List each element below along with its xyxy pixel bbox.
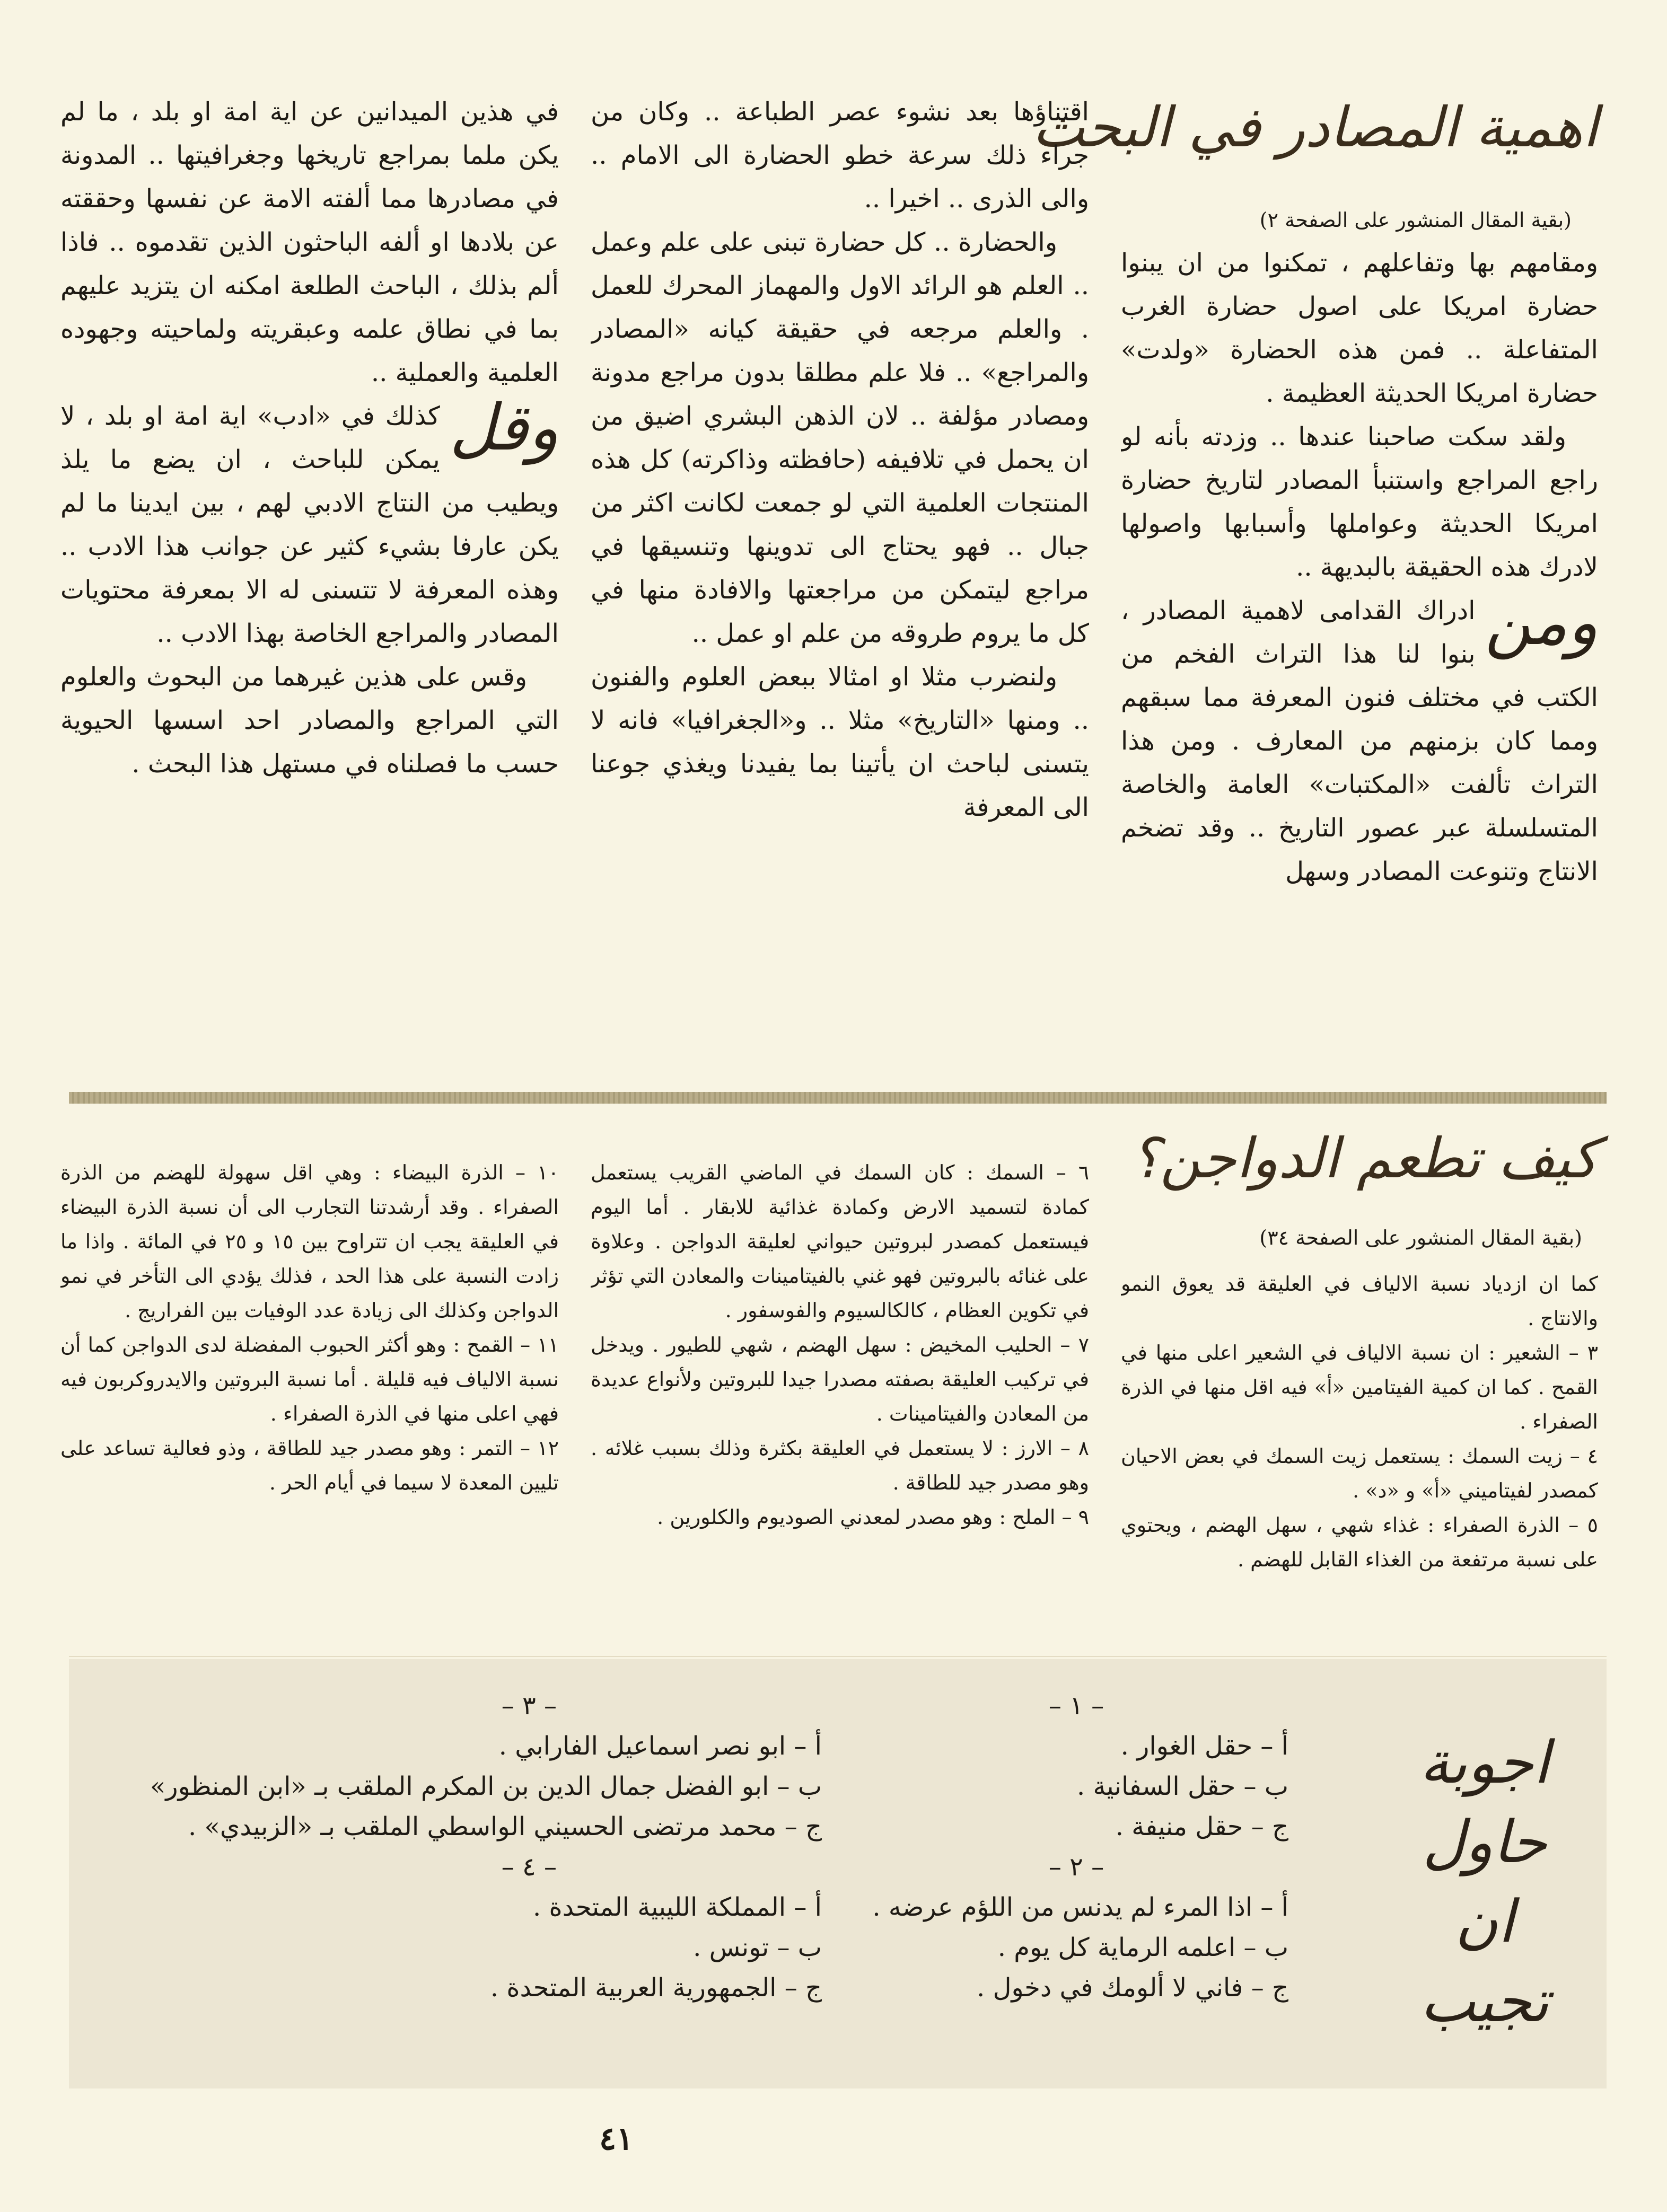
answer-item: ج – محمد مرتضى الحسيني الواسطي الملقب بـ «الزبيدي» . (188, 1812, 822, 1841)
article1-column-1 (1121, 241, 1598, 1068)
article1-subtitle: (بقية المقال المنشور على الصفحة ٢) (1259, 208, 1572, 232)
article1-col3-para1: في هذين الميدانين عن اية امة او بلد ، ما لم يكن ملما بمراجع تاريخها وجغرافيتها .. المدونة في مصادرها مما ألفته الامة عن نفسها وحققته عن بلادها او ألفه الباحثون الذين تقدموه .. فاذا ألم بذلك ، الباحث الطلعة امكنه ان يتزيد عليهم بما في نطاق علمه وعبقريته ولماحيته وجهوده العلمية والعملية .. (60, 97, 559, 387)
answer-number: – ٣ – (501, 1691, 557, 1721)
article2-col3-para: ١٢ – التمر : وهو مصدر جيد للطاقة ، وذو فعالية تساعد على تليين المعدة لا سيما في أيام الحر . (60, 1437, 559, 1494)
quiz-answers-title: اجوبة حاول ان تجيب (1419, 1729, 1550, 2035)
article1-col1-para1: ومقامهم بها وتفاعلهم ، تمكنوا من ان يبنوا حضارة امريكا على اصول حضارة الغرب المتفاعلة .. فمن هذه الحضارة «ولدت» حضارة امريكا الحديثة العظيمة . (1121, 248, 1598, 408)
article1-col2-para1: اقتناؤها بعد نشوء عصر الطباعة .. وكان من جراء ذلك سرعة خطو الحضارة الى الامام .. والى الذرى .. اخيرا .. (591, 97, 1089, 214)
article2-col1-para: كما ان ازدياد نسبة الالياف في العليقة قد يعوق النمو والانتاج . (1121, 1272, 1598, 1330)
answer-item: ج – فاني لا ألومك في دخول . (977, 1973, 1288, 2003)
dropcap: وقل (449, 391, 559, 465)
article1-col2-para2: والحضارة .. كل حضارة تبنى على علم وعمل .. العلم هو الرائد الاول والمهماز المحرك للعمل . والعلم مرجعه في حقيقة كيانه «المصادر والمراجع» .. فلا علم مطلقا بدون مراجع مدونة ومصادر مؤلفة .. لان الذهن البشري اضيق من ان يحمل في تلافيفه (حافظته وذاكرته) كل هذه المنتجات العلمية التي لو جمعت لكانت اكثر من جبال .. فهو يحتاج الى تدوينها وتنسيقها في مراجع ليتمكن من مراجعتها والافادة منها في كل ما يروم طروقه من علم او عمل .. (591, 227, 1089, 648)
quiz-answers-left (90, 1686, 822, 2008)
article2-col1-para: ٥ – الذرة الصفراء : غذاء شهي ، سهل الهضم ، ويحتوي على نسبة مرتفعة من الغذاء القابل للهضم . (1121, 1513, 1598, 1571)
answer-item: أ – حقل الغوار . (1120, 1731, 1288, 1761)
article2-column-1 (1121, 1267, 1598, 1638)
answer-item: ج – الجمهورية العربية المتحدة . (490, 1973, 822, 2003)
article2-col2-para: ٦ – السمك : كان السمك في الماضي القريب يستعمل كمادة لتسميد الارض وكمادة غذائية للابقار . أما اليوم فيستعمل كمصدر لبروتين حيواني لعليقة الدواجن . وعلاوة على غنائه بالبروتين فهو غني بالفيتامينات والمعادن التي تؤثر في تكوين العظام ، كالكالسيوم والفوسفور . (591, 1161, 1089, 1322)
article2-col1-para: ٤ – زيت السمك : يستعمل زيت السمك في بعض الاحيان كمصدر لفيتاميني «أ» و «د» . (1121, 1444, 1598, 1502)
article1-col3-para3: وقس على هذين غيرهما من البحوث والعلوم التي المراجع والمصادر احد اسسها الحيوية حسب ما فصلناه في مستهل هذا البحث . (60, 662, 559, 779)
answer-item: ب – ابو الفضل جمال الدين بن المكرم الملقب بـ «ابن المنظور» (150, 1772, 822, 1801)
answer-item: أ – اذا المرء لم يدنس من اللؤم عرضه . (872, 1892, 1288, 1922)
dropcap: ومن (1485, 586, 1598, 659)
answer-number: – ٢ – (1048, 1852, 1104, 1882)
article1-col3-para2: وقل كذلك في «ادب» اية امة او بلد ، لا يمكن للباحث ، ان يضع ما يلذ ويطيب من النتاج الادبي لهم ، بين ايدينا ما لم يكن عارفا بشيء كثير عن جوانب هذا الادب .. وهذه المعرفة لا تتسنى له الا بمعرفة محتويات المصادر والمراجع الخاصة بهذا الادب .. (60, 391, 559, 648)
answer-item: ج – حقل منيفة . (1115, 1812, 1288, 1841)
article1-col2-para3: ولنضرب مثلا او امثالا ببعض العلوم والفنون .. ومنها «التاريخ» مثلا .. و«الجغرافيا» فانه لا يتسنى لباحث ان يأتينا بما يفيدنا ويغذي جوعنا الى المعرفة (591, 662, 1089, 822)
article2-col2-para: ٧ – الحليب المخيض : سهل الهضم ، شهي للطيور . ويدخل في تركيب العليقة بصفته مصدرا جيدا للبروتين ولأنواع عديدة من المعادن والفيتامينات . (591, 1333, 1089, 1425)
box-top-rule (69, 1656, 1607, 1657)
article2-col3-para: ١١ – القمح : وهو أكثر الحبوب المفضلة لدى الدواجن كما أن نسبة الالياف فيه قليلة . أما نسبة البروتين والايدروكربون فيه فهي اعلى منها في الذرة الصفراء . (60, 1333, 559, 1425)
article2-column-3 (60, 1156, 559, 1633)
answer-number: – ١ – (1048, 1691, 1104, 1721)
answer-item: ب – حقل السفانية . (1076, 1772, 1288, 1801)
article2-title: كيف تطعم الدواجن؟ (1130, 1126, 1598, 1191)
article2-col2-para: ٩ – الملح : وهو مصدر لمعدني الصوديوم والكلورين . (657, 1505, 1089, 1529)
article2-subtitle: (بقية المقال المنشور على الصفحة ٣٤) (1259, 1226, 1582, 1249)
quiz-answers-box (69, 1659, 1607, 2088)
article2-col1-para: ٣ – الشعير : ان نسبة الالياف في الشعير اعلى منها في القمح . كما ان كمية الفيتامين «أ» فيه اقل منها في الذرة الصفراء . (1121, 1341, 1598, 1433)
answer-item: أ – المملكة الليبية المتحدة . (532, 1892, 822, 1922)
article2-col2-para: ٨ – الارز : لا يستعمل في العليقة بكثرة وذلك بسبب غلائه . وهو مصدر جيد للطاقة . (591, 1437, 1089, 1494)
page-number: ٤١ (599, 2120, 634, 2157)
section-divider (69, 1092, 1607, 1104)
article1-col1-para3: ومن ادراك القدامى لاهمية المصادر ، بنوا لنا هذا التراث الفخم من الكتب في مختلف فنون المعرفة مما سبقهم ومما كان بزمنهم من المعارف . ومن هذا التراث تألفت «المكتبات» العامة والخاصة المتسلسلة عبر عصور التاريخ .. وقد تضخم الانتاج وتنوعت المصادر وسهل (1121, 586, 1598, 886)
article2-column-2 (591, 1156, 1089, 1633)
article2-col3-para: ١٠ – الذرة البيضاء : وهي اقل سهولة للهضم من الذرة الصفراء . وقد أرشدتنا التجارب الى أن نسبة الذرة البيضاء في العليقة يجب ان تتراوح بين ١٥ و ٢٥ في المائة . واذا ما زادت النسبة على هذا الحد ، فذلك يؤدي الى التأخر في نمو الدواجن وكذلك الى زيادة عدد الوفيات بين الفراريج . (60, 1161, 559, 1322)
article1-title: اهمية المصادر في البحث (1032, 95, 1598, 160)
article1-col1-para2: ولقد سكت صاحبنا عندها .. وزدته بأنه لو راجع المراجع واستنبأ المصادر لتاريخ حضارة امريكا الحديثة وعواملها وأسبابها واصولها لادرك هذه الحقيقة بالبديهة .. (1121, 422, 1598, 582)
article1-column-3 (60, 90, 559, 1076)
answer-item: أ – ابو نصر اسماعيل الفارابي . (498, 1731, 822, 1761)
answer-item: ب – اعلمه الرماية كل يوم . (997, 1933, 1288, 1962)
answer-number: – ٤ – (501, 1852, 557, 1882)
article1-column-2 (591, 90, 1089, 1076)
answer-item: ب – تونس . (693, 1933, 822, 1962)
quiz-answers-right (864, 1686, 1288, 2008)
